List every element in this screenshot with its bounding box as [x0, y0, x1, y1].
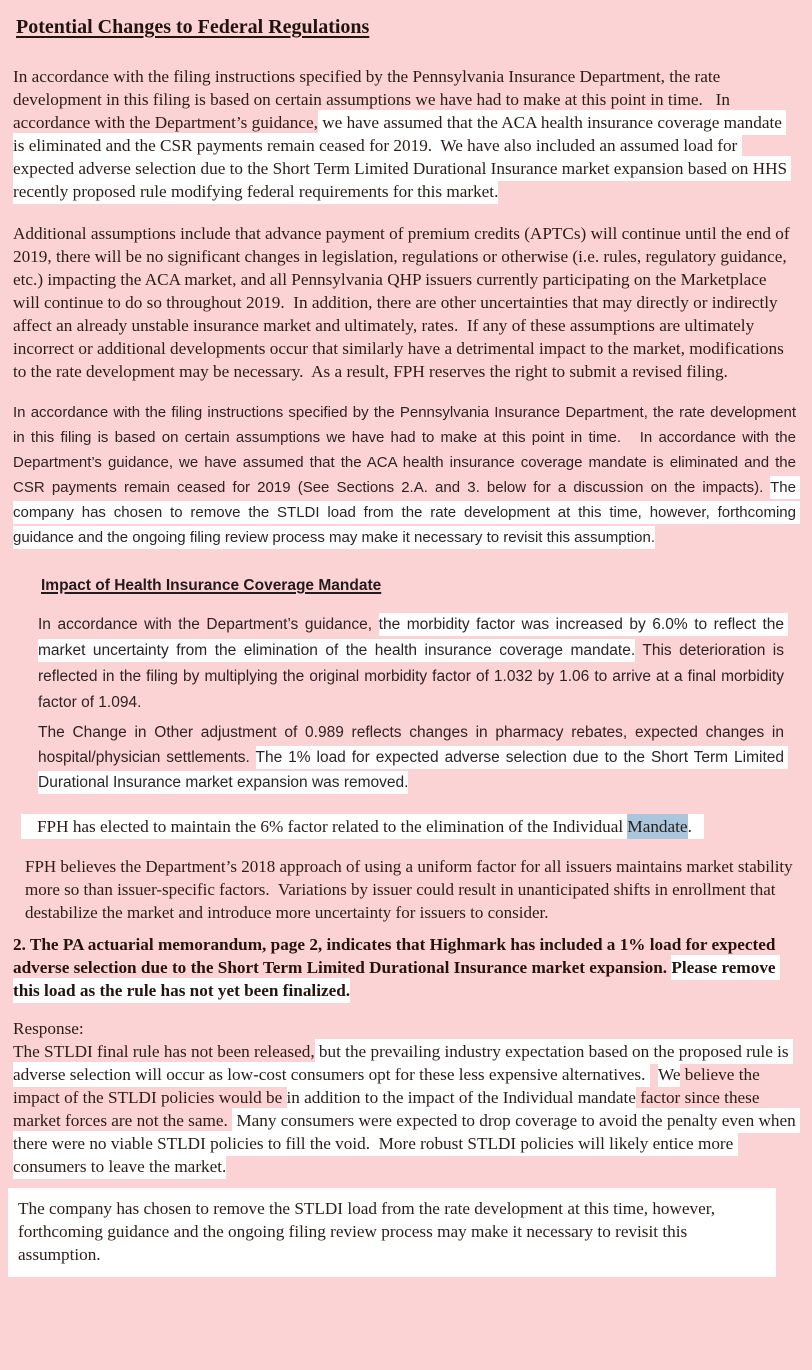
text-run: factor since these market forces are not the same. [13, 1088, 764, 1130]
paragraph-question-2 [13, 933, 796, 1002]
text-run: The company has chosen to remove the STLDI load from the rate development at this time, however, forthcoming guidance and the ongoing filing review process may make it necessary to revisit this assumption. [18, 1199, 720, 1264]
text-run: In accordance with the filing instructions specified by the Pennsylvania Insurance Department, the rate development in this filing is based on certain assumptions we have had to make at this point in time. In accordance with the Department’s guidance, [13, 67, 735, 132]
text-run: believe the impact of the STLDI policies would be [13, 1065, 764, 1107]
text-run [650, 1065, 658, 1084]
paragraph-filing-assumptions [13, 65, 796, 203]
selected-text: Mandate [627, 814, 687, 839]
highlighted-text-run: we have assumed that the ACA health insurance coverage mandate is eliminated and the CSR payments remain ceased for 2019. We have also included an assumed load for expected adverse selection due to the Short Term Limited Durational Insurance market expansion based on HHS recently proposed rule modifying federal requirements for this market. [13, 110, 791, 204]
highlighted-text-run: in addition to the impact of the Individual mandate [287, 1085, 636, 1110]
paragraph-filing-assumptions-restated [13, 400, 801, 550]
text-run: FPH believes the Department’s 2018 approach of using a uniform factor for all issuers maintains market stability more so than issuer-specific factors. Variations by issuer could result in unanticipated shifts in enrollment that destabilize the market and introduce more uncertainty for issuers to consider. [25, 857, 797, 922]
highlighted-text-run: Many consumers were expected to drop coverage to avoid the penalty even when there were no viable STLDI policies to fill the void. More robust STLDI policies will likely entice more consumers to leave the market. [13, 1108, 800, 1179]
highlighted-text-run: The 1% load for expected adverse selection due to the Short Term Limited Durational Insurance market expansion was removed. [38, 746, 788, 794]
highlighted-text-run: FPH has elected to maintain the 6% factor related to the elimination of the Individual [21, 814, 627, 839]
paragraph-additional-assumptions [13, 222, 796, 383]
document-page [13, 14, 801, 1277]
paragraph-company-conclusion [8, 1188, 776, 1277]
highlighted-text-run: We [658, 1062, 680, 1087]
highlighted-text-run: The company has chosen to remove the STLDI load from the rate development at this time, however, forthcoming guidance and the ongoing filing review process may make it necessary to revisit this assumption. [13, 476, 800, 549]
text-run: This deterioration is reflected in the filing by multiplying the original morbidity factor of 1.032 by 1.06 to arrive at a final morbidity factor of 1.094. [38, 642, 789, 711]
text-run: The STLDI final rule has not been released, [13, 1042, 315, 1061]
page-title: Potential Changes to Federal Regulations [16, 16, 370, 38]
paragraph-response-body [13, 1040, 800, 1178]
paragraph-fph-elected [21, 815, 796, 838]
highlighted-text-run: but the prevailing industry expectation based on the proposed rule is adverse selection will occur as low-cost consumers opt for these less expensive alternatives. [13, 1039, 793, 1087]
text-run: The Change in Other adjustment of 0.989 reflects changes in pharmacy rebates, expected changes in hospital/physician settlements. [38, 724, 789, 766]
response-label: Response: [13, 1019, 84, 1038]
paragraph-morbidity-factor [38, 612, 789, 716]
highlighted-text-run: Please remove this load as the rule has not yet been finalized. [13, 955, 780, 1003]
text-run: In accordance with the filing instructions specified by the Pennsylvania Insurance Department, the rate development in this filing is based on certain assumptions we have had to make at this point in time. In accordance with the Department’s guidance, we have assumed that the ACA health insurance coverage mandate is eliminated and the CSR payments remain ceased for 2019 (See Sections 2.A. and 3. below for a discussion on the impacts). [13, 404, 801, 496]
section-heading-coverage-mandate: Impact of Health Insurance Coverage Mandate [41, 577, 382, 594]
text-run: Additional assumptions include that advance payment of premium credits (APTCs) will continue until the end of 2019, there will be no significant changes in legislation, regulations or otherwise (i.e. rules, regulatory guidance, etc.) impacting the ACA market, and all Pennsylvania QHP issuers currently participating on the Marketplace will continue to do so throughout 2019. In addition, there are other uncertainties that may directly or indirectly affect an already unstable insurance market and ultimately, rates. If any of these assumptions are ultimately incorrect or additional developments occur that similarly have a detrimental impact to the market, modifications to the rate development may be necessary. As a result, FPH reserves the right to submit a revised filing. [13, 224, 794, 381]
paragraph-fph-believes [25, 855, 796, 924]
paragraph-change-in-other [38, 720, 789, 795]
text-run: In accordance with the Department’s guidance, [38, 616, 379, 633]
text-run: 2. The PA actuarial memorandum, page 2, indicates that Highmark has included a 1% load for expected adverse selection due to the Short Term Limited Durational Insurance market expansion. [13, 935, 780, 977]
highlighted-text-run: the morbidity factor was increased by 6.0% to reflect the market uncertainty from the elimination of the health insurance coverage mandate. [38, 613, 788, 662]
highlighted-text-run: . [688, 814, 704, 839]
